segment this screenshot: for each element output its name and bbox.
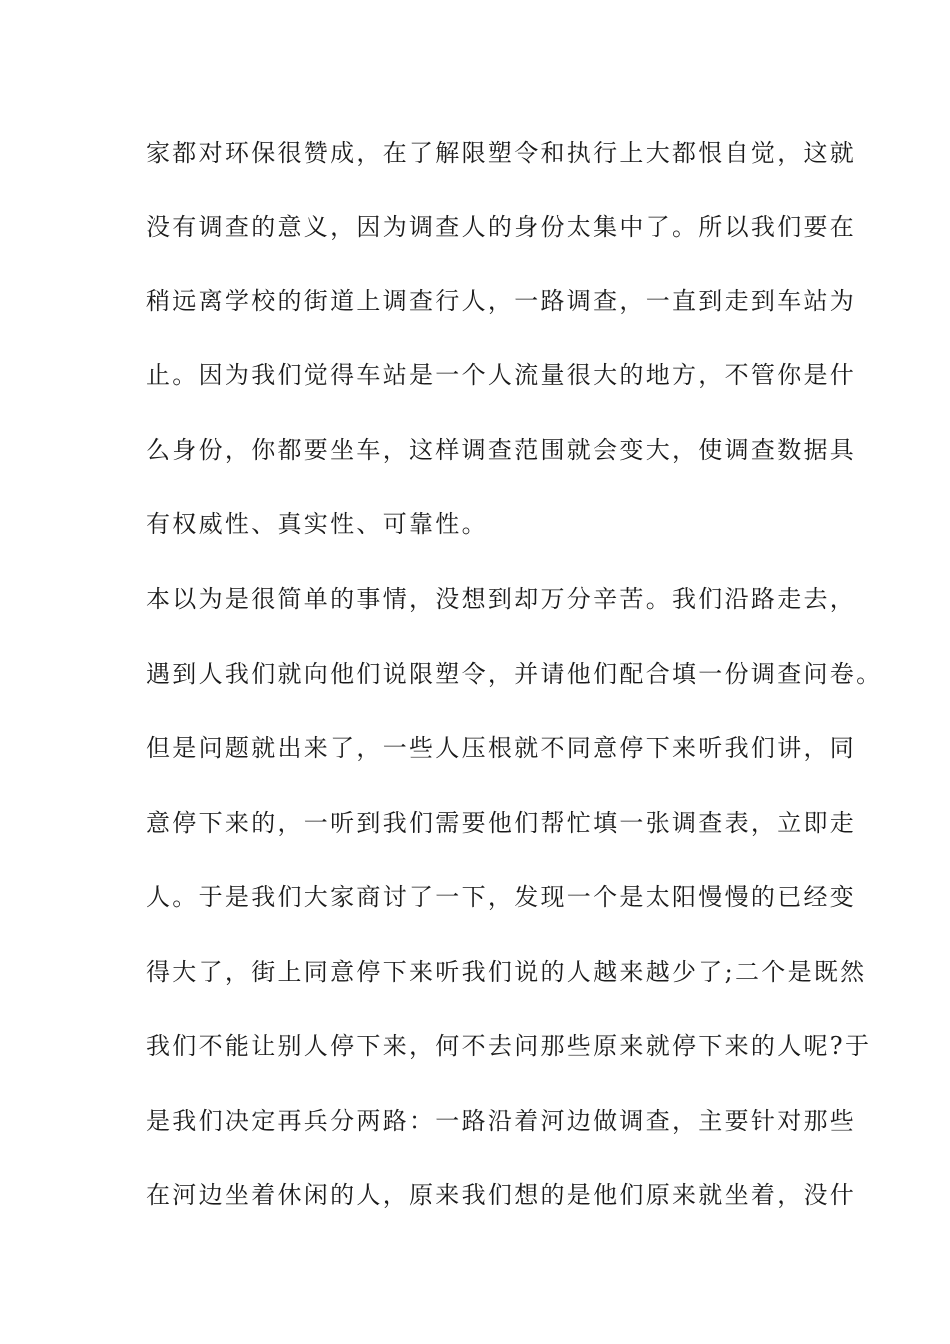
text-line: 我们不能让别人停下来，何不去问那些原来就停下来的人呢?于 (146, 1032, 872, 1060)
text-line: 么身份，你都要坐车，这样调查范围就会变大，使调查数据具 (146, 436, 857, 464)
text-line: 意停下来的，一听到我们需要他们帮忙填一张调查表，立即走 (146, 809, 857, 837)
text-line: 但是问题就出来了，一些人压根就不同意停下来听我们讲，同 (146, 734, 857, 762)
text-line: 人。于是我们大家商讨了一下，发现一个是太阳慢慢的已经变 (146, 883, 857, 911)
text-line: 本以为是很简单的事情，没想到却万分辛苦。我们沿路走去， (146, 585, 857, 613)
text-line: 止。因为我们觉得车站是一个人流量很大的地方，不管你是什 (146, 361, 857, 389)
text-line: 有权威性、真实性、可靠性。 (146, 510, 488, 538)
text-line: 遇到人我们就向他们说限塑令，并请他们配合填一份调查问卷。 (146, 660, 883, 688)
text-line: 是我们决定再兵分两路：一路沿着河边做调查，主要针对那些 (146, 1107, 857, 1135)
text-line: 得大了，街上同意停下来听我们说的人越来越少了;二个是既然 (146, 958, 867, 986)
text-line: 在河边坐着休闲的人，原来我们想的是他们原来就坐着，没什 (146, 1181, 857, 1209)
text-line: 没有调查的意义，因为调查人的身份太集中了。所以我们要在 (146, 213, 857, 241)
text-line: 家都对环保很赞成，在了解限塑令和执行上大都恨自觉，这就 (146, 139, 857, 167)
text-line: 稍远离学校的街道上调查行人，一路调查，一直到走到车站为 (146, 287, 857, 315)
